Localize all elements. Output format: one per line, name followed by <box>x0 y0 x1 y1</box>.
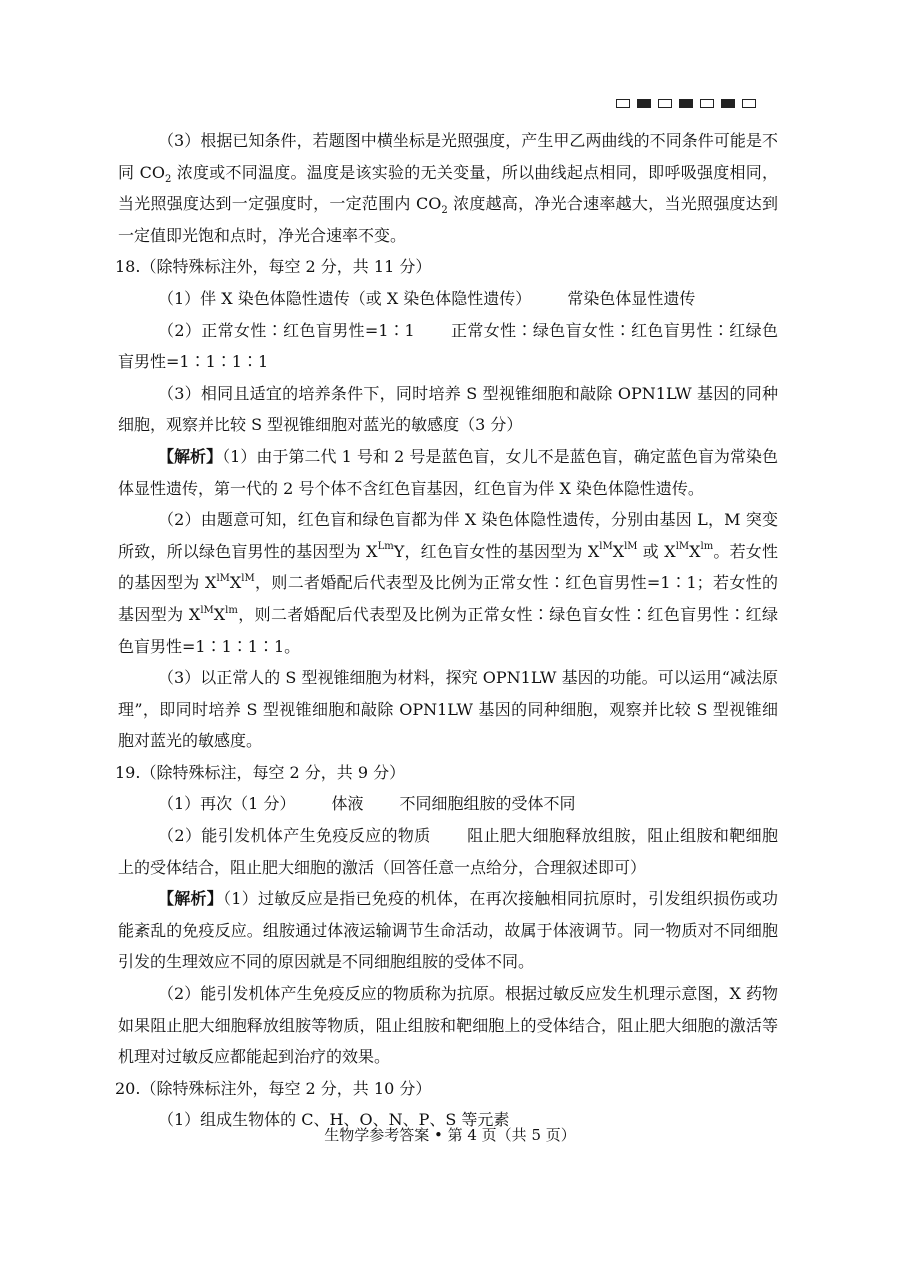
q18-analysis-2: （2）由题意可知，红色盲和绿色盲都为伴 X 染色体隐性遗传，分别由基因 L，M 突变所致，所以绿色盲男性的基因型为 $X^{Lm}Y$，红色盲女性的基因型为 $X^{lM}X^{lM}$ 或 $X^{lM}X^{lm}$。若女性的基因型为 $X^{lM}X^{lM}$，则二者婚配后代表型及比例为正常女性∶红色盲男性=1∶1；若女性的基因型为 $X^{lM}X^{lm}$，则二者婚配后代表型及比例为正常女性∶绿色盲女性∶红色盲男性∶红绿色盲男性=1∶1∶1∶1。 <box>118 510 778 656</box>
q20-heading: 20.（除特殊标注外，每空 2 分，共 10 分） <box>115 1078 432 1098</box>
q18-analysis-1: 【解析】（1）由于第二代 1 号和 2 号是蓝色盲，女儿不是蓝色盲，确定蓝色盲为常染色体显性遗传，第一代的 2 号个体不含红色盲基因，红色盲为伴 X 染色体隐性遗传。 <box>118 446 778 498</box>
filled-square-mark <box>679 99 693 108</box>
q19-analysis-1: 【解析】（1）过敏反应是指已免疫的机体，在再次接触相同抗原时，引发组织损伤或功能紊乱的免疫反应。组胺通过体液运输调节生命活动，故属于体液调节。同一物质对不同细胞引发的生理效应不同的原因就是不同细胞组胺的受体不同。 <box>118 889 778 972</box>
q20-answer-1: （1）组成生物体的 C、H、O、N、P、S 等元素 <box>158 1110 510 1130</box>
empty-square-mark <box>742 99 756 108</box>
analysis-label: 【解析】 <box>158 446 223 466</box>
q18-answer-1: （1）伴 X 染色体隐性遗传（或 X 染色体隐性遗传） 常染色体显性遗传 <box>158 288 696 308</box>
analysis-label: 【解析】 <box>158 889 224 909</box>
q17-part3-paragraph: （3）根据已知条件，若题图中横坐标是光照强度，产生甲乙两曲线的不同条件可能是不同 $CO_2$ 浓度或不同温度。温度是该实验的无关变量，所以曲线起点相同，即呼吸强度相同，当光照强度达到一定强度时，一定范围内 $CO_2$ 浓度越高，净光合速率越大，当光照强度达到一定值即光饱和点时，净光合速率不变。 <box>118 131 778 245</box>
answer-content <box>115 125 778 1136</box>
q19-answer-1: （1）再次（1 分） 体液 不同细胞组胺的受体不同 <box>158 794 576 814</box>
q18-analysis-3: （3）以正常人的 S 型视锥细胞为材料，探究 OPN1LW 基因的功能。可以运用“减法原理”，即同时培养 S 型视锥细胞和敲除 OPN1LW 基因的同种细胞，观察并比较 S 型视锥细胞对蓝光的敏感度。 <box>118 668 778 751</box>
filled-square-mark <box>721 99 735 108</box>
header-marks <box>616 99 756 108</box>
q18-answer-2: （2）正常女性∶红色盲男性=1∶1 正常女性∶绿色盲女性∶红色盲男性∶红绿色盲男性=1∶1∶1∶1 <box>118 320 778 372</box>
q19-answer-2: （2）能引发机体产生免疫反应的物质 阻止肥大细胞释放组胺，阻止组胺和靶细胞上的受体结合，阻止肥大细胞的激活（回答任意一点给分，合理叙述即可） <box>118 826 778 877</box>
filled-square-mark <box>637 99 651 108</box>
empty-square-mark <box>700 99 714 108</box>
q19-heading: 19.（除特殊标注，每空 2 分，共 9 分） <box>115 762 406 782</box>
q18-heading: 18.（除特殊标注外，每空 2 分，共 11 分） <box>115 257 432 277</box>
empty-square-mark <box>616 99 630 108</box>
page-footer: 生物学参考答案 • 第 4 页（共 5 页） <box>324 1126 576 1144</box>
empty-square-mark <box>658 99 672 108</box>
q18-answer-3: （3）相同且适宜的培养条件下，同时培养 S 型视锥细胞和敲除 OPN1LW 基因的同种细胞，观察并比较 S 型视锥细胞对蓝光的敏感度（3 分） <box>118 383 778 435</box>
q19-analysis-2: （2）能引发机体产生免疫反应的物质称为抗原。根据过敏反应发生机理示意图，X 药物如果阻止肥大细胞释放组胺等物质，阻止组胺和靶细胞上的受体结合，阻止肥大细胞的激活等机理对过敏反应都能起到治疗的效果。 <box>118 984 778 1067</box>
